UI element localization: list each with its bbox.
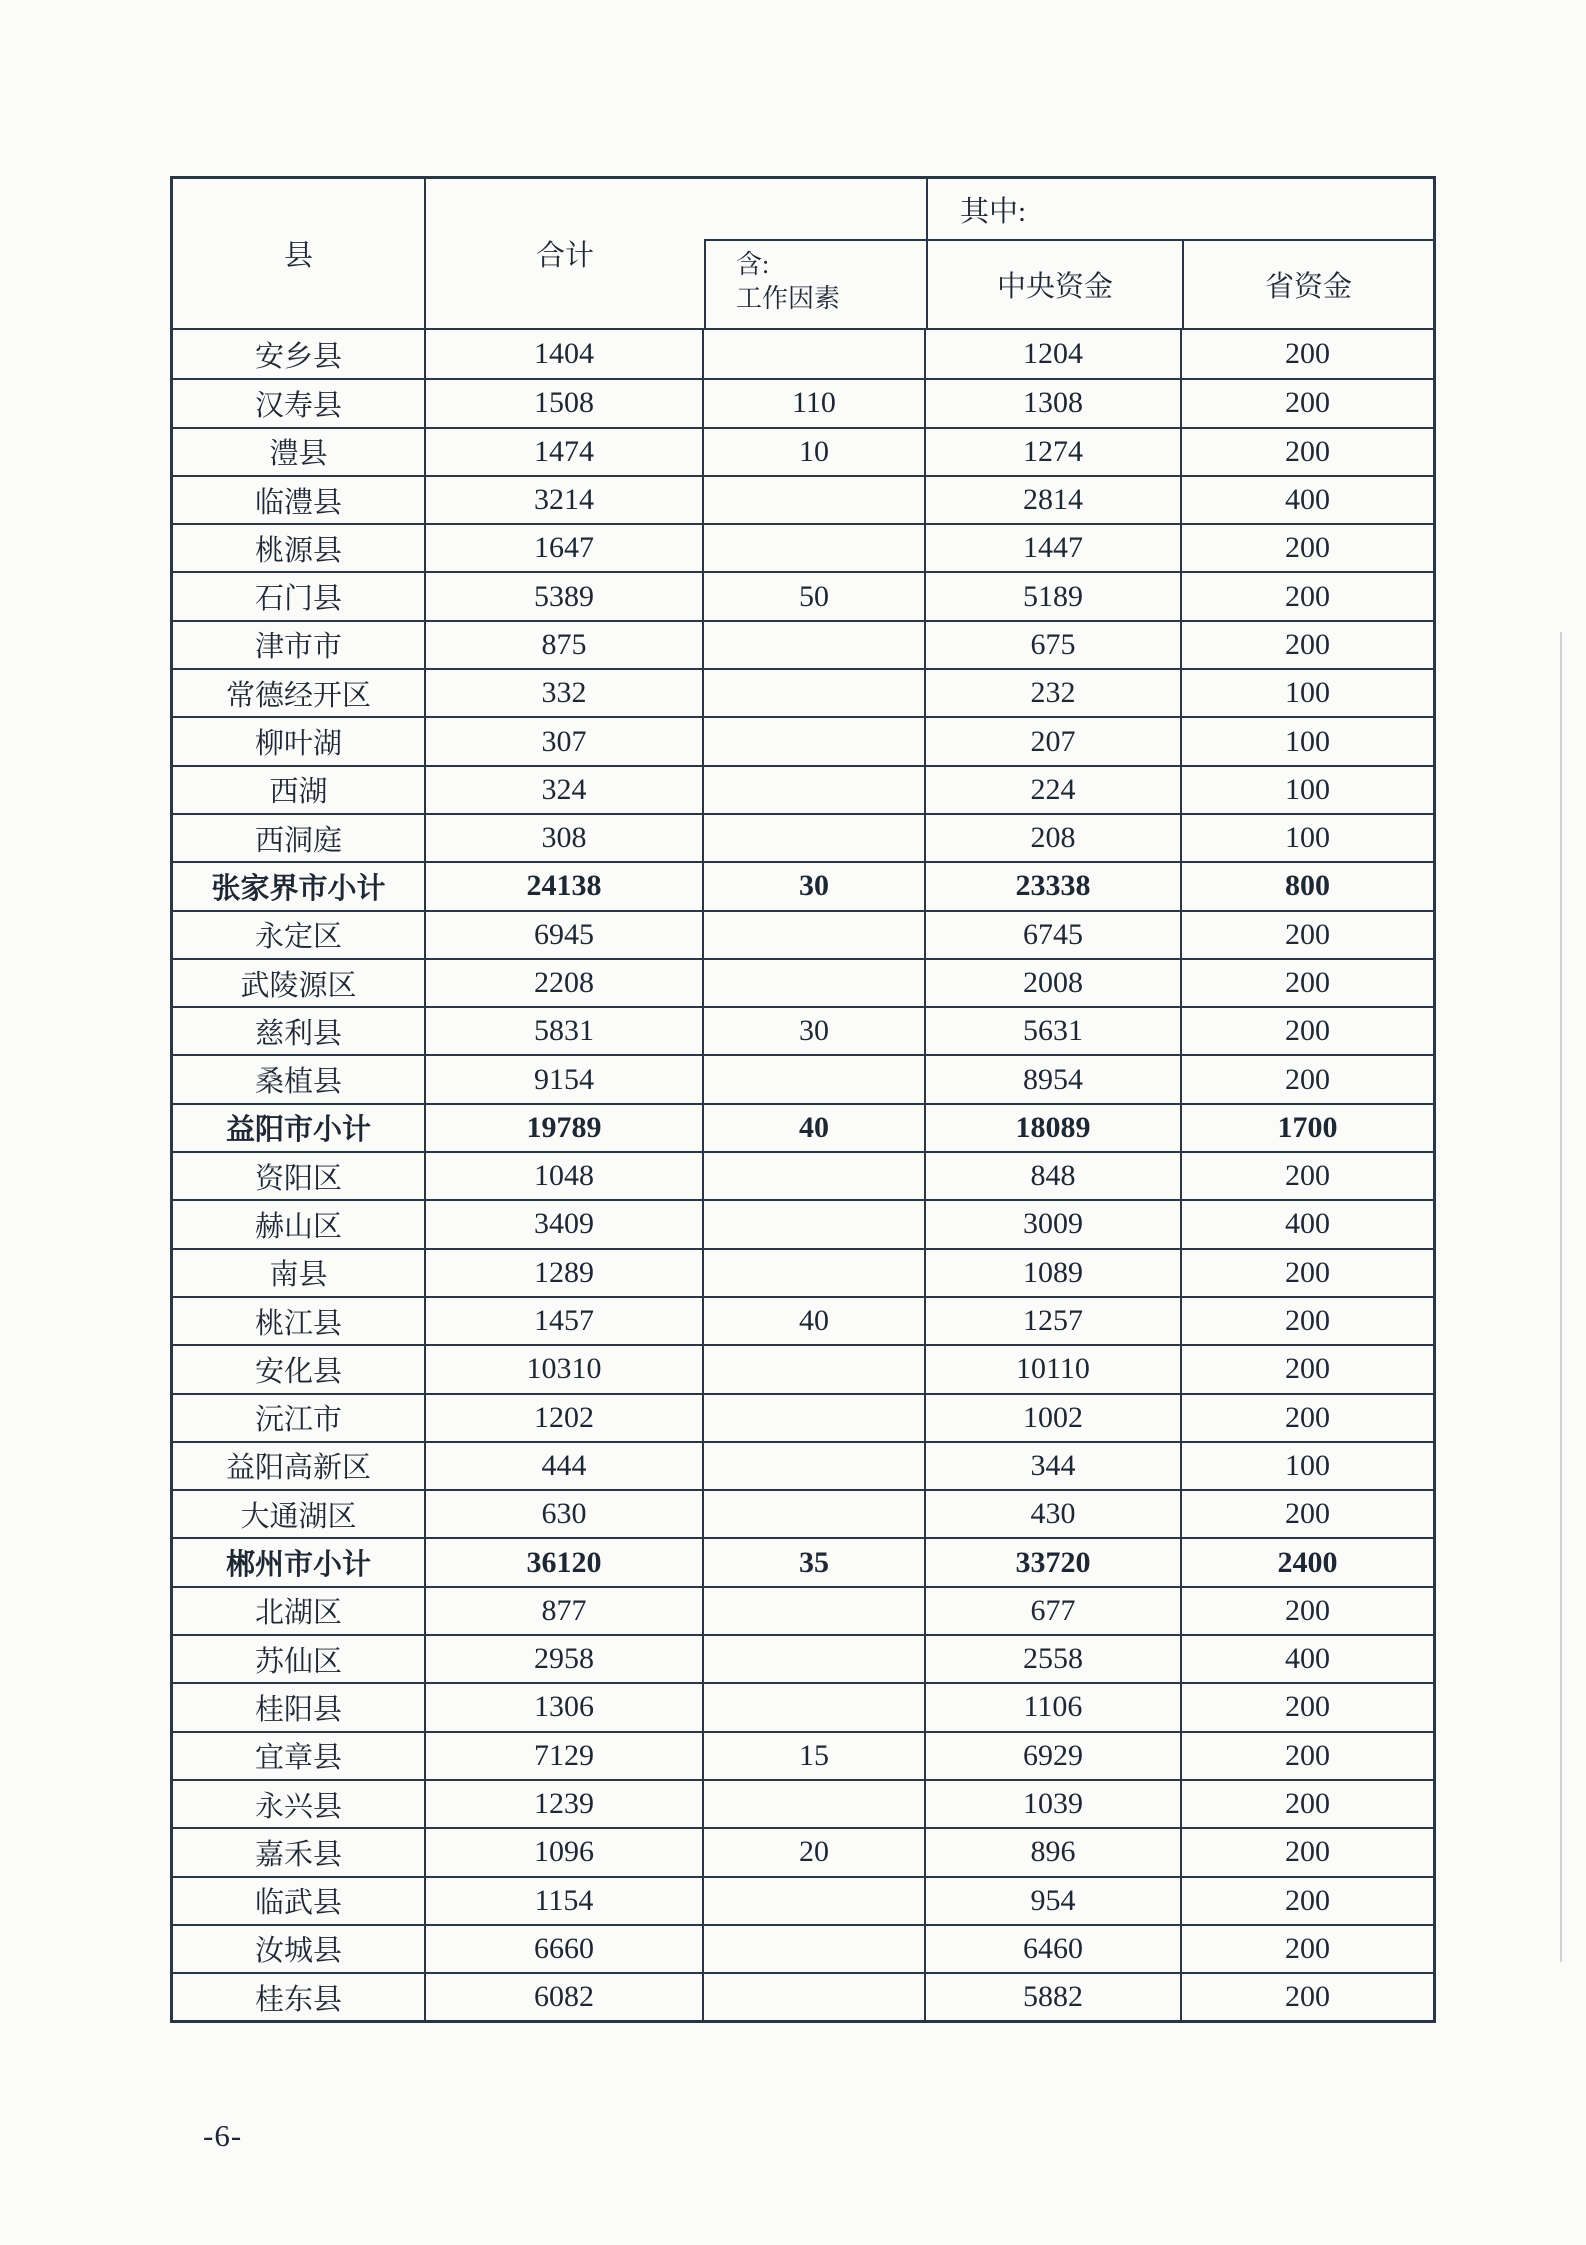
work-factor-cell — [704, 718, 926, 764]
total-cell: 19789 — [426, 1105, 704, 1151]
central-funds-cell: 1257 — [926, 1298, 1182, 1344]
work-factor-cell — [704, 670, 926, 716]
provincial-funds-cell: 200 — [1285, 1835, 1330, 1869]
central-funds-cell: 677 — [926, 1588, 1182, 1634]
scan-edge-line — [1560, 632, 1562, 1962]
county-cell: 西湖 — [173, 767, 426, 813]
county-cell: 汝城县 — [173, 1926, 426, 1972]
provincial-funds-cell: 100 — [1285, 772, 1330, 806]
central-funds-cell: 5882 — [926, 1974, 1182, 2020]
table-row — [173, 1248, 1433, 1296]
header-of-which: 其中: — [928, 179, 1433, 241]
total-cell: 444 — [426, 1443, 704, 1489]
table-row — [173, 330, 1433, 378]
provincial-funds-cell: 200 — [1285, 1980, 1330, 2014]
total-cell: 5389 — [426, 573, 704, 619]
total-cell: 875 — [426, 622, 704, 668]
provincial-funds-cell: 200 — [1285, 1787, 1330, 1821]
provincial-funds-cell: 400 — [1285, 1642, 1330, 1676]
header-total: 合计 — [535, 240, 594, 272]
central-funds-cell: 8954 — [926, 1056, 1182, 1102]
total-cell: 1048 — [426, 1153, 704, 1199]
county-cell: 南县 — [173, 1250, 426, 1296]
total-cell: 1289 — [426, 1250, 704, 1296]
header-total-group — [426, 179, 926, 328]
work-factor-cell — [704, 1395, 926, 1441]
work-factor-cell — [704, 767, 926, 813]
county-cell: 石门县 — [173, 573, 426, 619]
work-factor-cell: 15 — [704, 1733, 926, 1779]
county-cell: 资阳区 — [173, 1153, 426, 1199]
total-cell: 2958 — [426, 1636, 704, 1682]
provincial-funds-cell: 200 — [1285, 1304, 1330, 1338]
table-row — [173, 861, 1433, 909]
provincial-funds-cell: 200 — [1285, 1352, 1330, 1386]
provincial-funds-cell: 200 — [1285, 627, 1330, 661]
provincial-funds-cell: 200 — [1285, 579, 1330, 613]
central-funds-cell: 18089 — [926, 1105, 1182, 1151]
county-cell: 桂阳县 — [173, 1684, 426, 1730]
county-cell: 桂东县 — [173, 1974, 426, 2020]
total-cell: 1239 — [426, 1781, 704, 1827]
table-row — [173, 1344, 1433, 1392]
county-cell: 永兴县 — [173, 1781, 426, 1827]
table-row — [173, 571, 1433, 619]
central-funds-cell: 675 — [926, 622, 1182, 668]
header-provincial-funds: 省资金 — [1264, 271, 1352, 303]
total-cell: 6082 — [426, 1974, 704, 2020]
work-factor-cell — [704, 477, 926, 523]
table-row — [173, 1586, 1433, 1634]
central-funds-cell: 224 — [926, 767, 1182, 813]
table-row — [173, 1441, 1433, 1489]
central-funds-cell: 6929 — [926, 1733, 1182, 1779]
provincial-funds-cell: 200 — [1285, 531, 1330, 565]
provincial-funds-cell: 400 — [1285, 483, 1330, 517]
table-header — [173, 179, 1433, 330]
county-cell: 北湖区 — [173, 1588, 426, 1634]
provincial-funds-cell: 200 — [1285, 1883, 1330, 1917]
table-row — [173, 523, 1433, 571]
central-funds-cell: 207 — [926, 718, 1182, 764]
central-funds-cell: 1204 — [926, 330, 1182, 378]
table-row — [173, 958, 1433, 1006]
table-row — [173, 475, 1433, 523]
total-cell: 6945 — [426, 912, 704, 958]
header-central-funds: 中央资金 — [928, 241, 1184, 328]
central-funds-cell: 1106 — [926, 1684, 1182, 1730]
total-cell: 308 — [426, 815, 704, 861]
total-cell: 3409 — [426, 1201, 704, 1247]
county-cell: 苏仙区 — [173, 1636, 426, 1682]
county-cell: 大通湖区 — [173, 1491, 426, 1537]
table-row — [173, 1779, 1433, 1827]
county-cell: 临武县 — [173, 1878, 426, 1924]
county-cell: 汉寿县 — [173, 380, 426, 426]
work-factor-cell: 40 — [704, 1298, 926, 1344]
total-cell: 3214 — [426, 477, 704, 523]
central-funds-cell: 1447 — [926, 525, 1182, 571]
table-row — [173, 427, 1433, 475]
county-cell: 津市市 — [173, 622, 426, 668]
county-cell: 郴州市小计 — [173, 1539, 426, 1585]
central-funds-cell: 3009 — [926, 1201, 1182, 1247]
header-including-work-factor — [704, 239, 926, 328]
central-funds-cell: 2814 — [926, 477, 1182, 523]
central-funds-cell: 1002 — [926, 1395, 1182, 1441]
total-cell: 10310 — [426, 1346, 704, 1392]
county-cell: 宜章县 — [173, 1733, 426, 1779]
county-cell: 桃江县 — [173, 1298, 426, 1344]
table-row — [173, 813, 1433, 861]
work-factor-cell — [704, 1346, 926, 1392]
central-funds-cell: 208 — [926, 815, 1182, 861]
county-cell: 安乡县 — [173, 330, 426, 378]
table-row — [173, 765, 1433, 813]
work-factor-cell — [704, 1588, 926, 1634]
provincial-funds-cell: 200 — [1285, 1931, 1330, 1965]
table-row — [173, 1103, 1433, 1151]
central-funds-cell: 232 — [926, 670, 1182, 716]
table-row — [173, 1924, 1433, 1972]
work-factor-cell — [704, 1926, 926, 1972]
work-factor-cell — [704, 1250, 926, 1296]
work-factor-cell — [704, 1491, 926, 1537]
provincial-funds-cell: 100 — [1285, 1448, 1330, 1482]
table-row — [173, 1199, 1433, 1247]
table-row — [173, 1296, 1433, 1344]
central-funds-cell: 23338 — [926, 863, 1182, 909]
central-funds-cell: 6460 — [926, 1926, 1182, 1972]
header-of-which-group — [926, 179, 1433, 328]
table-row — [173, 1876, 1433, 1924]
total-cell: 307 — [426, 718, 704, 764]
total-cell: 2208 — [426, 960, 704, 1006]
county-cell: 安化县 — [173, 1346, 426, 1392]
table-row — [173, 1827, 1433, 1875]
table-row — [173, 1006, 1433, 1054]
county-cell: 西洞庭 — [173, 815, 426, 861]
work-factor-cell — [704, 525, 926, 571]
county-cell: 慈利县 — [173, 1008, 426, 1054]
county-cell: 澧县 — [173, 429, 426, 475]
central-funds-cell: 430 — [926, 1491, 1182, 1537]
provincial-funds-cell: 200 — [1285, 1690, 1330, 1724]
work-factor-cell: 30 — [704, 1008, 926, 1054]
table-row — [173, 1054, 1433, 1102]
work-factor-cell — [704, 1781, 926, 1827]
total-cell: 630 — [426, 1491, 704, 1537]
county-cell: 益阳市小计 — [173, 1105, 426, 1151]
provincial-funds-cell: 100 — [1285, 724, 1330, 758]
provincial-funds-cell: 100 — [1285, 676, 1330, 710]
provincial-funds-cell: 200 — [1285, 1062, 1330, 1096]
provincial-funds-cell: 1700 — [1277, 1110, 1338, 1144]
table-row — [173, 716, 1433, 764]
work-factor-cell — [704, 330, 926, 378]
provincial-funds-cell: 400 — [1285, 1207, 1330, 1241]
central-funds-cell: 33720 — [926, 1539, 1182, 1585]
header-funds-row — [928, 241, 1433, 328]
provincial-funds-cell: 200 — [1285, 917, 1330, 951]
county-cell: 临澧县 — [173, 477, 426, 523]
table-row — [173, 1537, 1433, 1585]
table-row — [173, 910, 1433, 958]
county-cell: 桑植县 — [173, 1056, 426, 1102]
central-funds-cell: 1089 — [926, 1250, 1182, 1296]
total-cell: 1306 — [426, 1684, 704, 1730]
provincial-funds-cell: 100 — [1285, 821, 1330, 855]
work-factor-cell — [704, 1684, 926, 1730]
provincial-funds-cell: 200 — [1285, 386, 1330, 420]
total-cell: 1202 — [426, 1395, 704, 1441]
table-row — [173, 1731, 1433, 1779]
work-factor-cell: 10 — [704, 429, 926, 475]
provincial-funds-cell: 200 — [1285, 1400, 1330, 1434]
work-factor-cell — [704, 1443, 926, 1489]
work-factor-cell: 35 — [704, 1539, 926, 1585]
county-cell: 张家界市小计 — [173, 863, 426, 909]
provincial-funds-cell: 200 — [1285, 1738, 1330, 1772]
work-factor-cell: 20 — [704, 1829, 926, 1875]
provincial-funds-cell: 200 — [1285, 1255, 1330, 1289]
central-funds-cell: 848 — [926, 1153, 1182, 1199]
table-row — [173, 1634, 1433, 1682]
work-factor-cell — [704, 912, 926, 958]
central-funds-cell: 896 — [926, 1829, 1182, 1875]
table-row — [173, 1489, 1433, 1537]
provincial-funds-cell: 200 — [1285, 1159, 1330, 1193]
total-cell: 6660 — [426, 1926, 704, 1972]
table-body — [173, 330, 1433, 2020]
county-cell: 嘉禾县 — [173, 1829, 426, 1875]
county-cell: 桃源县 — [173, 525, 426, 571]
total-cell: 1404 — [426, 330, 704, 378]
work-factor-cell — [704, 1201, 926, 1247]
provincial-funds-cell: 200 — [1285, 434, 1330, 468]
central-funds-cell: 10110 — [926, 1346, 1182, 1392]
central-funds-cell: 344 — [926, 1443, 1182, 1489]
header-including-line1: 含: — [736, 250, 770, 279]
provincial-funds-cell: 200 — [1285, 1593, 1330, 1627]
table-row — [173, 668, 1433, 716]
total-cell: 332 — [426, 670, 704, 716]
total-cell: 9154 — [426, 1056, 704, 1102]
total-cell: 1096 — [426, 1829, 704, 1875]
provincial-funds-cell: 800 — [1285, 869, 1330, 903]
central-funds-cell: 5631 — [926, 1008, 1182, 1054]
county-cell: 永定区 — [173, 912, 426, 958]
provincial-funds-cell: 200 — [1285, 337, 1330, 371]
table-row — [173, 378, 1433, 426]
work-factor-cell — [704, 815, 926, 861]
central-funds-cell: 5189 — [926, 573, 1182, 619]
work-factor-cell — [704, 1056, 926, 1102]
total-cell: 877 — [426, 1588, 704, 1634]
total-cell: 324 — [426, 767, 704, 813]
provincial-funds-cell: 200 — [1285, 966, 1330, 999]
county-cell: 武陵源区 — [173, 960, 426, 1006]
county-cell: 柳叶湖 — [173, 718, 426, 764]
central-funds-cell: 6745 — [926, 912, 1182, 958]
work-factor-cell — [704, 960, 926, 1006]
county-cell: 常德经开区 — [173, 670, 426, 716]
table-row — [173, 620, 1433, 668]
total-cell: 7129 — [426, 1733, 704, 1779]
total-cell: 5831 — [426, 1008, 704, 1054]
table-row — [173, 1972, 1433, 2020]
total-cell: 1647 — [426, 525, 704, 571]
total-cell: 24138 — [426, 863, 704, 909]
work-factor-cell — [704, 1636, 926, 1682]
header-county: 县 — [173, 179, 426, 328]
central-funds-cell: 1308 — [926, 380, 1182, 426]
total-cell: 36120 — [426, 1539, 704, 1585]
table-row — [173, 1151, 1433, 1199]
funding-table — [170, 176, 1436, 2023]
header-including-line2: 工作因素 — [736, 283, 841, 313]
county-cell: 益阳高新区 — [173, 1443, 426, 1489]
work-factor-cell — [704, 622, 926, 668]
work-factor-cell: 110 — [704, 380, 926, 426]
work-factor-cell — [704, 1878, 926, 1924]
central-funds-cell: 2008 — [926, 960, 1182, 1006]
work-factor-cell: 40 — [704, 1105, 926, 1151]
table-row — [173, 1682, 1433, 1730]
total-cell: 1508 — [426, 380, 704, 426]
table-row — [173, 1393, 1433, 1441]
provincial-funds-cell: 200 — [1285, 1014, 1330, 1048]
work-factor-cell: 50 — [704, 573, 926, 619]
total-cell: 1474 — [426, 429, 704, 475]
central-funds-cell: 2558 — [926, 1636, 1182, 1682]
total-cell: 1154 — [426, 1878, 704, 1924]
provincial-funds-cell: 2400 — [1277, 1545, 1338, 1579]
central-funds-cell: 1039 — [926, 1781, 1182, 1827]
page-number: -6- — [203, 2118, 243, 2153]
central-funds-cell: 1274 — [926, 429, 1182, 475]
provincial-funds-cell: 200 — [1285, 1497, 1330, 1531]
county-cell: 赫山区 — [173, 1201, 426, 1247]
county-cell: 沅江市 — [173, 1395, 426, 1441]
central-funds-cell: 954 — [926, 1878, 1182, 1924]
work-factor-cell: 30 — [704, 863, 926, 909]
work-factor-cell — [704, 1153, 926, 1199]
total-cell: 1457 — [426, 1298, 704, 1344]
work-factor-cell — [704, 1974, 926, 2020]
